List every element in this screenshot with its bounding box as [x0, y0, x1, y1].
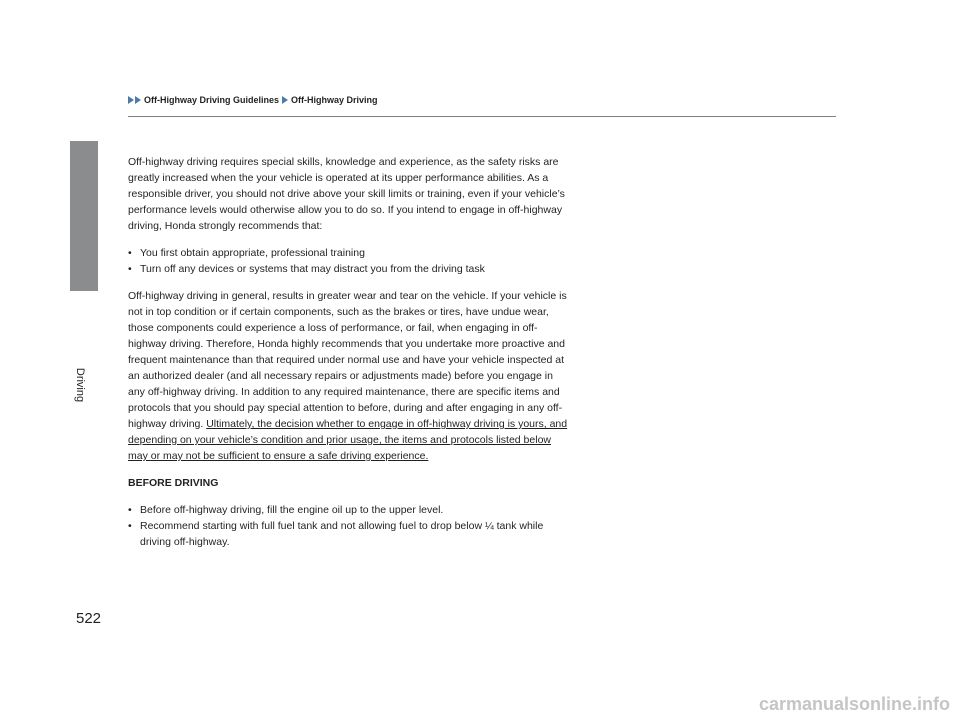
decision-note: Ultimately, the decision whether to engage in off-highway driving is yours, and depending on your vehicle’s condition and prior usage, the items and protocols listed below may or may not be sufficient to ensure a safe driving experience. — [128, 418, 568, 462]
main-content — [128, 154, 568, 561]
breadcrumb-item[interactable]: Off-Highway Driving Guidelines — [144, 95, 280, 105]
list-item: • You first obtain appropriate, professional training — [128, 245, 568, 261]
sidebar-tab — [70, 141, 98, 291]
chevron-right-icon — [128, 96, 134, 104]
header-divider — [128, 116, 836, 117]
list-item: • Recommend starting with full fuel tank and not allowing fuel to drop below ¼ tank while driving off-highway. — [128, 518, 568, 550]
breadcrumb — [128, 95, 381, 105]
watermark: carmanualsonline.info — [758, 694, 950, 714]
chevron-right-icon — [282, 96, 288, 104]
breadcrumb-item[interactable]: Off-Highway Driving — [291, 95, 378, 105]
intro-paragraph: Off-highway driving requires special skills, knowledge and experience, as the safety risks are greatly increased when the your vehicle is operated at its upper performance abilities. As a responsible driver, you should not drive above your skill limits or training, even if your vehicle’s performance levels would otherwise allow you to do so. If you intend to engage in off-highway driving, Honda strongly recommends that: — [128, 156, 565, 232]
list-item: • Turn off any devices or systems that may distract you from the driving task — [128, 261, 568, 277]
before-driving-list — [128, 502, 568, 550]
sidebar-section-label: Driving — [74, 367, 86, 403]
maintenance-text: Off-highway driving in general, results in greater wear and tear on the vehicle. If your vehicle is not in top condition or if certain components, such as the brakes or tires, have undue wear, those components could experience a loss of performance, or fail, when engaging in off-highway driving. Therefore, Honda highly recommends that you undertake more proactive and frequent maintenance than that required under normal use and have your vehicle inspected at an authorized dealer (and all necessary repairs or adjustments made) before you engage in any off-highway driving. In addition to any required maintenance, there are specific items and protocols that you should pay special attention to before, during and after engaging in any off-highway driving. — [128, 290, 567, 430]
page-number: 522 — [76, 610, 102, 627]
intro-bullet-list — [128, 245, 568, 277]
section-title: BEFORE DRIVING — [128, 477, 219, 489]
list-item: • Before off-highway driving, fill the engine oil up to the upper level. — [128, 502, 568, 518]
chevron-right-icon — [135, 96, 141, 104]
maintenance-paragraph — [128, 288, 568, 464]
